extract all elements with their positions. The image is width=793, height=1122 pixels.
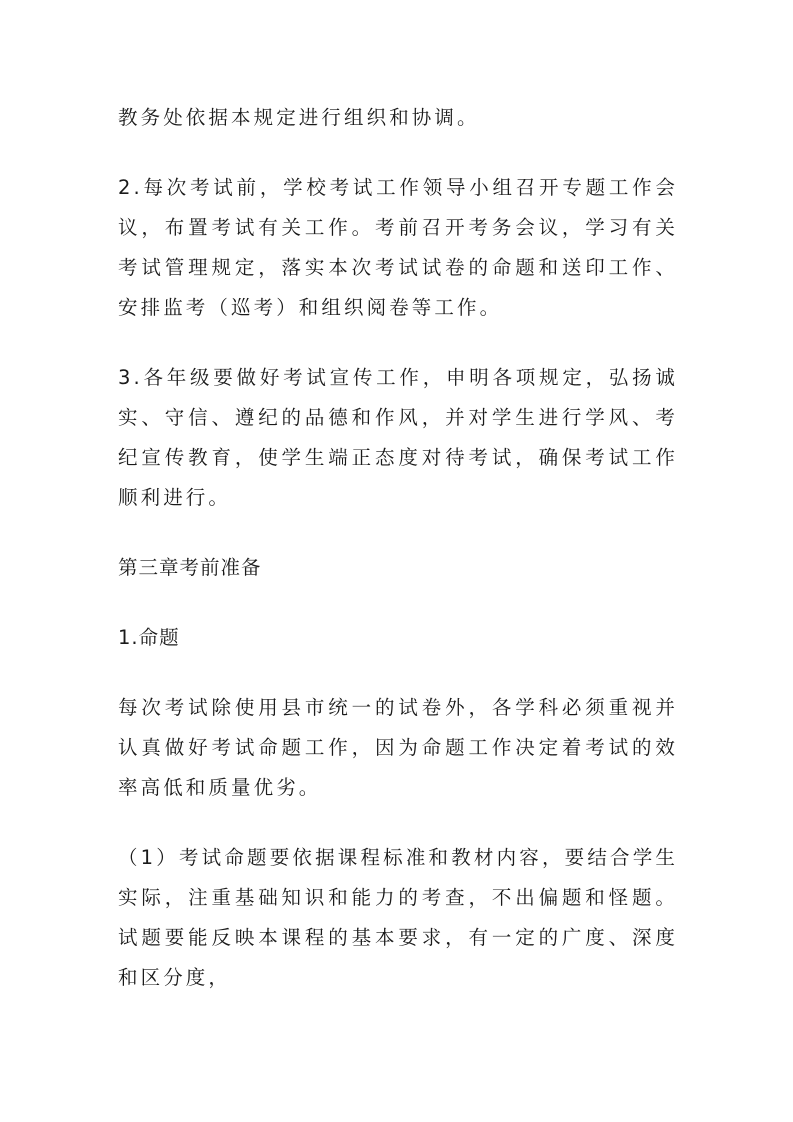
paragraph-2: 2.每次考试前，学校考试工作领导小组召开专题工作会议，布置考试有关工作。考前召开考务会议，学习有关考试管理规定，落实本次考试试卷的命题和送印工作、安排监考（巡考）和组织阅卷等工作。 [118, 176, 678, 319]
paragraph-1: 教务处依据本规定进行组织和协调。 [118, 106, 480, 129]
paragraph-5: （1）考试命题要依据课程标准和教材内容，要结合学生实际，注重基础知识和能力的考查，不出偏题和怪题。试题要能反映本课程的基本要求，有一定的广度、深度和区分度， [118, 846, 678, 989]
paragraph-3: 3.各年级要做好考试宣传工作，申明各项规定，弘扬诚实、守信、遵纪的品德和作风，并对学生进行学风、考纪宣传教育，使学生端正态度对待考试，确保考试工作顺利进行。 [118, 366, 678, 509]
paragraph-4: 每次考试除使用县市统一的试卷外，各学科必须重视并认真做好考试命题工作，因为命题工作决定着考试的效率高低和质量优劣。 [118, 696, 678, 799]
chapter-title: 第三章考前准备 [118, 556, 262, 579]
section-title: 1.命题 [118, 626, 180, 649]
document-page [118, 98, 678, 1028]
